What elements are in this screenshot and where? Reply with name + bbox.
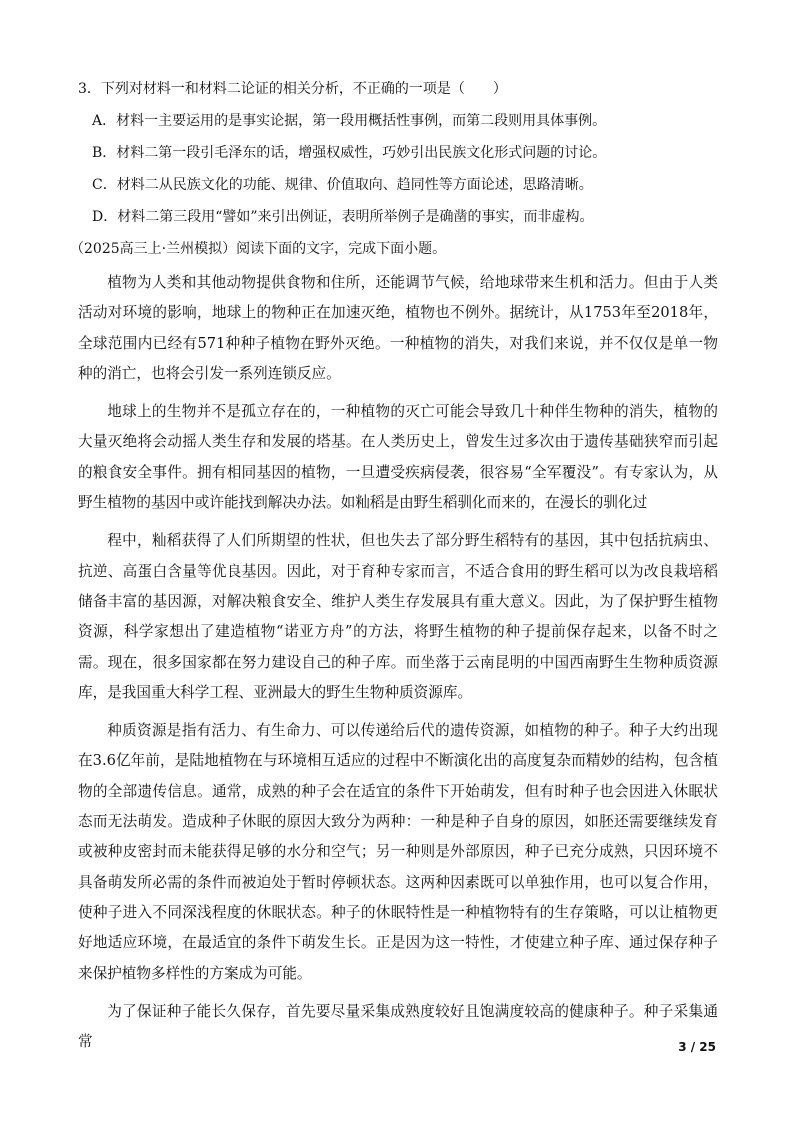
paragraph-1: 植物为人类和其他动物提供食物和住所，还能调节气候，给地球带来生机和活力。但由于人类活动对环境的影响，地球上的物种正在加速灭绝，植物也不例外。据统计，从1753年至2018年，全球范围内已经有571种种子植物在野外灭绝。一种植物的消失，对我们来说，并不仅仅是单一物种的消亡，也将会引发一系列连锁反应。 [78, 274, 718, 382]
option-a: A．材料一主要运用的是事实论据，第一段用概括性事例，而第二段则用具体事例。 [92, 113, 607, 129]
option-b: B．材料二第一段引毛泽东的话，增强权威性，巧妙引出民族文化形式问题的讨论。 [92, 145, 607, 161]
page-content [70, 78, 718, 1065]
paragraph-2: 地球上的生物并不是孤立存在的，一种植物的灭亡可能会导致几十种伴生物种的消失，植物的大量灭绝将会动摇人类生存和发展的塔基。在人类历史上，曾发生过多次由于遗传基础狭窄而引起的粮食安全事件。拥有相同基因的植物，一旦遭受疾病侵袭，很容易“全军覆没”。有专家认为，从野生植物的基因中或许能找到解决办法。如籼稻是由野生稻驯化而来的，在漫长的驯化过 [78, 403, 718, 512]
page-number: 3 / 25 [678, 1040, 716, 1054]
paragraph-3: 程中，籼稻获得了人们所期望的性状，但也失去了部分野生稻特有的基因，其中包括抗病虫、抗逆、高蛋白含量等优良基因。因此，对于育种专家而言，不适合食用的野生稻可以为改良栽培稻储备丰富的基因源，对解决粮食安全、维护人类生存发展具有重大意义。因此，为了保护野生植物资源，科学家想出了建造植物“诺亚方舟”的方法，将野生植物的种子提前保存起来，以备不时之需。现在，很多国家都在努力建设自己的种子库。而坐落于云南昆明的中国西南野生生物种质资源库，是我国重大科学工程、亚洲最大的野生生物种质资源库。 [78, 532, 718, 701]
option-d: D．材料二第三段用“譬如”来引出例证，表明所举例子是确凿的事实，而非虚构。 [92, 209, 594, 225]
question-stem: 3．下列对材料一和材料二论证的相关分析，不正确的一项是（ ） [78, 81, 507, 97]
paragraph-5: 为了保证种子能长久保存，首先要尽量采集成熟度较好且饱满度较高的健康种子。种子采集通常 [78, 1002, 718, 1051]
paragraph-4: 种质资源是指有活力、有生命力、可以传递给后代的遗传资源，如植物的种子。种子大约出现在3.6亿年前，是陆地植物在与环境相互适应的过程中不断演化出的高度复杂而精妙的结构，包含植物的全部遗传信息。通常，成熟的种子会在适宜的条件下开始萌发，但有时种子也会因进入休眠状态而无法萌发。造成种子休眠的原因大致分为两种：一种是种子自身的原因，如胚还需要继续发育或被种皮密封而未能获得足够的水分和空气；另一种则是外部原因，种子已充分成熟，只因环境不具备萌发所必需的条件而被迫处于暂时停顿状态。这两种因素既可以单独作用，也可以复合作用，使种子进入不同深浅程度的休眠状态。种子的休眠特性是一种植物特有的生存策略，可以让植物更好地适应环境，在最适宜的条件下萌发生长。正是因为这一特性，才使建立种子库、通过保存种子来保护植物多样性的方案成为可能。 [78, 722, 718, 982]
reading-source-line: （2025高三上·兰州模拟）阅读下面的文字，完成下面小题。 [70, 241, 447, 257]
option-c: C．材料二从民族文化的功能、规律、价值取向、趋同性等方面论述，思路清晰。 [92, 177, 593, 193]
